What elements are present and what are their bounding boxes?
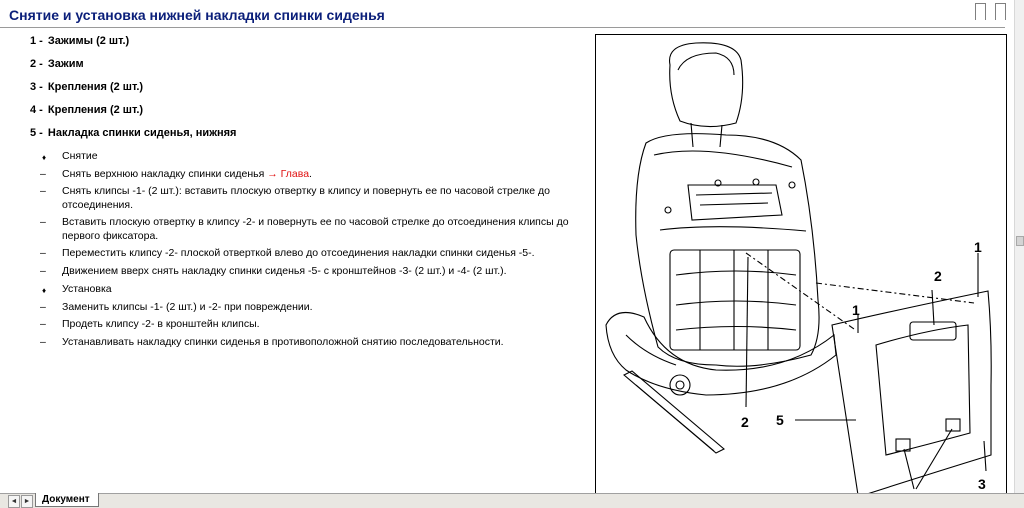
seat-diagram (595, 34, 1007, 493)
sheet-tab-bar (0, 493, 1024, 508)
step-item: – Продеть клипсу -2- в кронштейн клипсы. (40, 318, 260, 330)
step-item: – Переместить клипсу -2- плоской отверткой влево до отсоединения накладки спинки сиденья -5-. (40, 247, 535, 259)
dash-bullet-icon: – (40, 216, 46, 228)
step-item: – Снять клипсы -1- (2 шт.): вставить плоскую отвертку в клипсу и повернуть ее по часовой стрелке до отсоединения. (40, 185, 550, 211)
callout-2-top: 2 (934, 268, 942, 284)
vertical-scrollbar[interactable] (1014, 0, 1024, 493)
install-header: ♦ Установка (34, 283, 594, 297)
scrollbar-thumb[interactable] (1016, 236, 1024, 246)
title-bar (0, 5, 1005, 28)
callout-3: 3 (978, 476, 986, 492)
lower-back-panel (832, 291, 991, 493)
step-item: – Движением вверх снять накладку спинки сиденья -5- с кронштейнов -3- (2 шт.) и -4- (2 шт.). (40, 264, 507, 277)
page-title: Снятие и установка нижней накладки спинки сиденья (9, 7, 385, 23)
list-item: 2 - Зажим (30, 58, 84, 70)
next-tab-button[interactable]: ► (21, 495, 33, 508)
dash-bullet-icon: – (40, 264, 46, 277)
title-frame-box-right (995, 3, 1006, 20)
list-item: 4 - Крепления (2 шт.) (30, 104, 144, 116)
parts-list (30, 35, 590, 150)
step-item: – Вставить плоскую отвертку в клипсу -2- и повернуть ее по часовой стрелке до отсоединения клипсы до первого фиксатора. (40, 216, 569, 242)
dash-bullet-icon: – (40, 335, 46, 348)
tab-document[interactable]: Документ (35, 493, 99, 507)
dash-bullet-icon: – (40, 247, 46, 259)
seat-rail (624, 371, 724, 453)
step-item: – Устанавливать накладку спинки сиденья в противоположной снятию последовательности. (40, 335, 504, 348)
procedure-steps (34, 150, 594, 353)
prev-tab-button[interactable]: ◄ (8, 495, 20, 508)
step-item: – Заменить клипсы -1- (2 шт.) и -2- при повреждении. (40, 300, 313, 313)
callout-2-bottom: 2 (741, 414, 749, 430)
seat-cushion (606, 313, 836, 396)
diamond-bullet-icon: ♦ (42, 153, 47, 162)
list-item: 3 - Крепления (2 шт.) (30, 81, 144, 93)
callout-1-left: 1 (852, 302, 860, 318)
callout-5: 5 (776, 412, 784, 428)
list-item: 1 - Зажимы (2 шт.) (30, 35, 130, 47)
headrest (670, 43, 743, 127)
callout-1-right: 1 (974, 239, 982, 255)
removal-header: ♦ Снятие (34, 150, 594, 164)
dash-bullet-icon: – (40, 300, 46, 313)
diamond-bullet-icon: ♦ (42, 286, 47, 295)
dash-bullet-icon: – (40, 185, 46, 197)
chapter-link[interactable]: → Глава (267, 167, 310, 180)
title-frame-box-left (975, 3, 986, 20)
dash-bullet-icon: – (40, 318, 46, 330)
step-item: – Снять верхнюю накладку спинки сиденья → Глава. (40, 167, 312, 180)
dash-bullet-icon: – (40, 167, 46, 180)
list-item: 5 - Накладка спинки сиденья, нижняя (30, 127, 237, 139)
seat-diagram-drawing (596, 35, 1006, 493)
